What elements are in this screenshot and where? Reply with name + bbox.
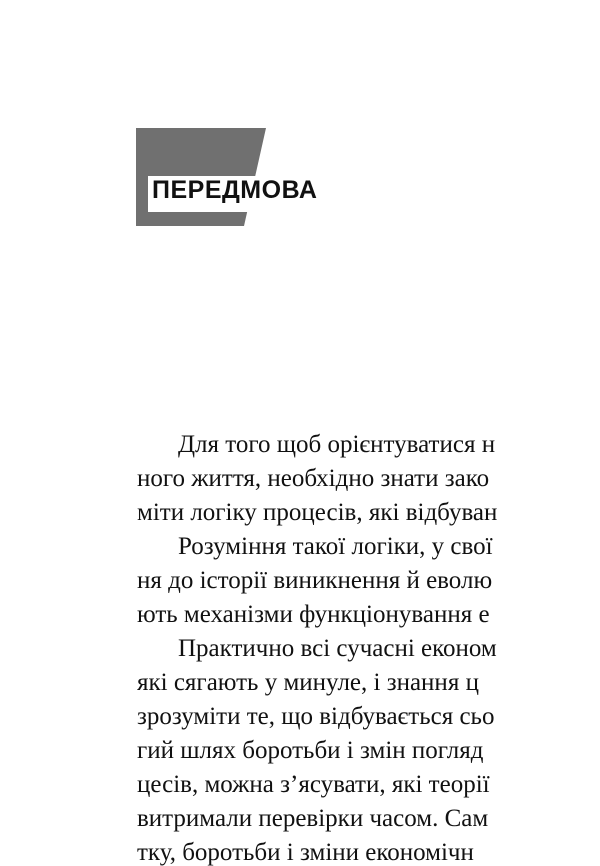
text-line: Розуміння такої логіки, у свої xyxy=(178,533,493,560)
text-line: гий шлях боротьби і змін погляд xyxy=(137,737,484,764)
text-line: зрозуміти те, що відбувається сьо xyxy=(137,703,495,730)
text-line: ного життя, необхідно знати зако xyxy=(137,465,490,492)
text-line: Для того щоб орієнтуватися н xyxy=(178,431,496,458)
chapter-heading xyxy=(136,128,376,226)
text-line: Практично всі сучасні економ xyxy=(178,635,497,662)
text-line: які сягають у минуле, і знання ц xyxy=(137,669,479,696)
text-line: тку, боротьби і зміни економічн xyxy=(137,839,474,866)
text-line: витримали перевірки часом. Сам xyxy=(137,805,489,832)
body-text xyxy=(0,426,600,866)
text-line: ня до історії виникнення й еволю xyxy=(137,567,493,594)
text-line: ють механізми функціонування е xyxy=(137,601,490,628)
text-line: міти логіку процесів, які відбуван xyxy=(137,499,498,526)
text-line: цесів, можна з’ясувати, які теорії xyxy=(137,771,490,798)
chapter-title: ПЕРЕДМОВА xyxy=(152,176,318,204)
